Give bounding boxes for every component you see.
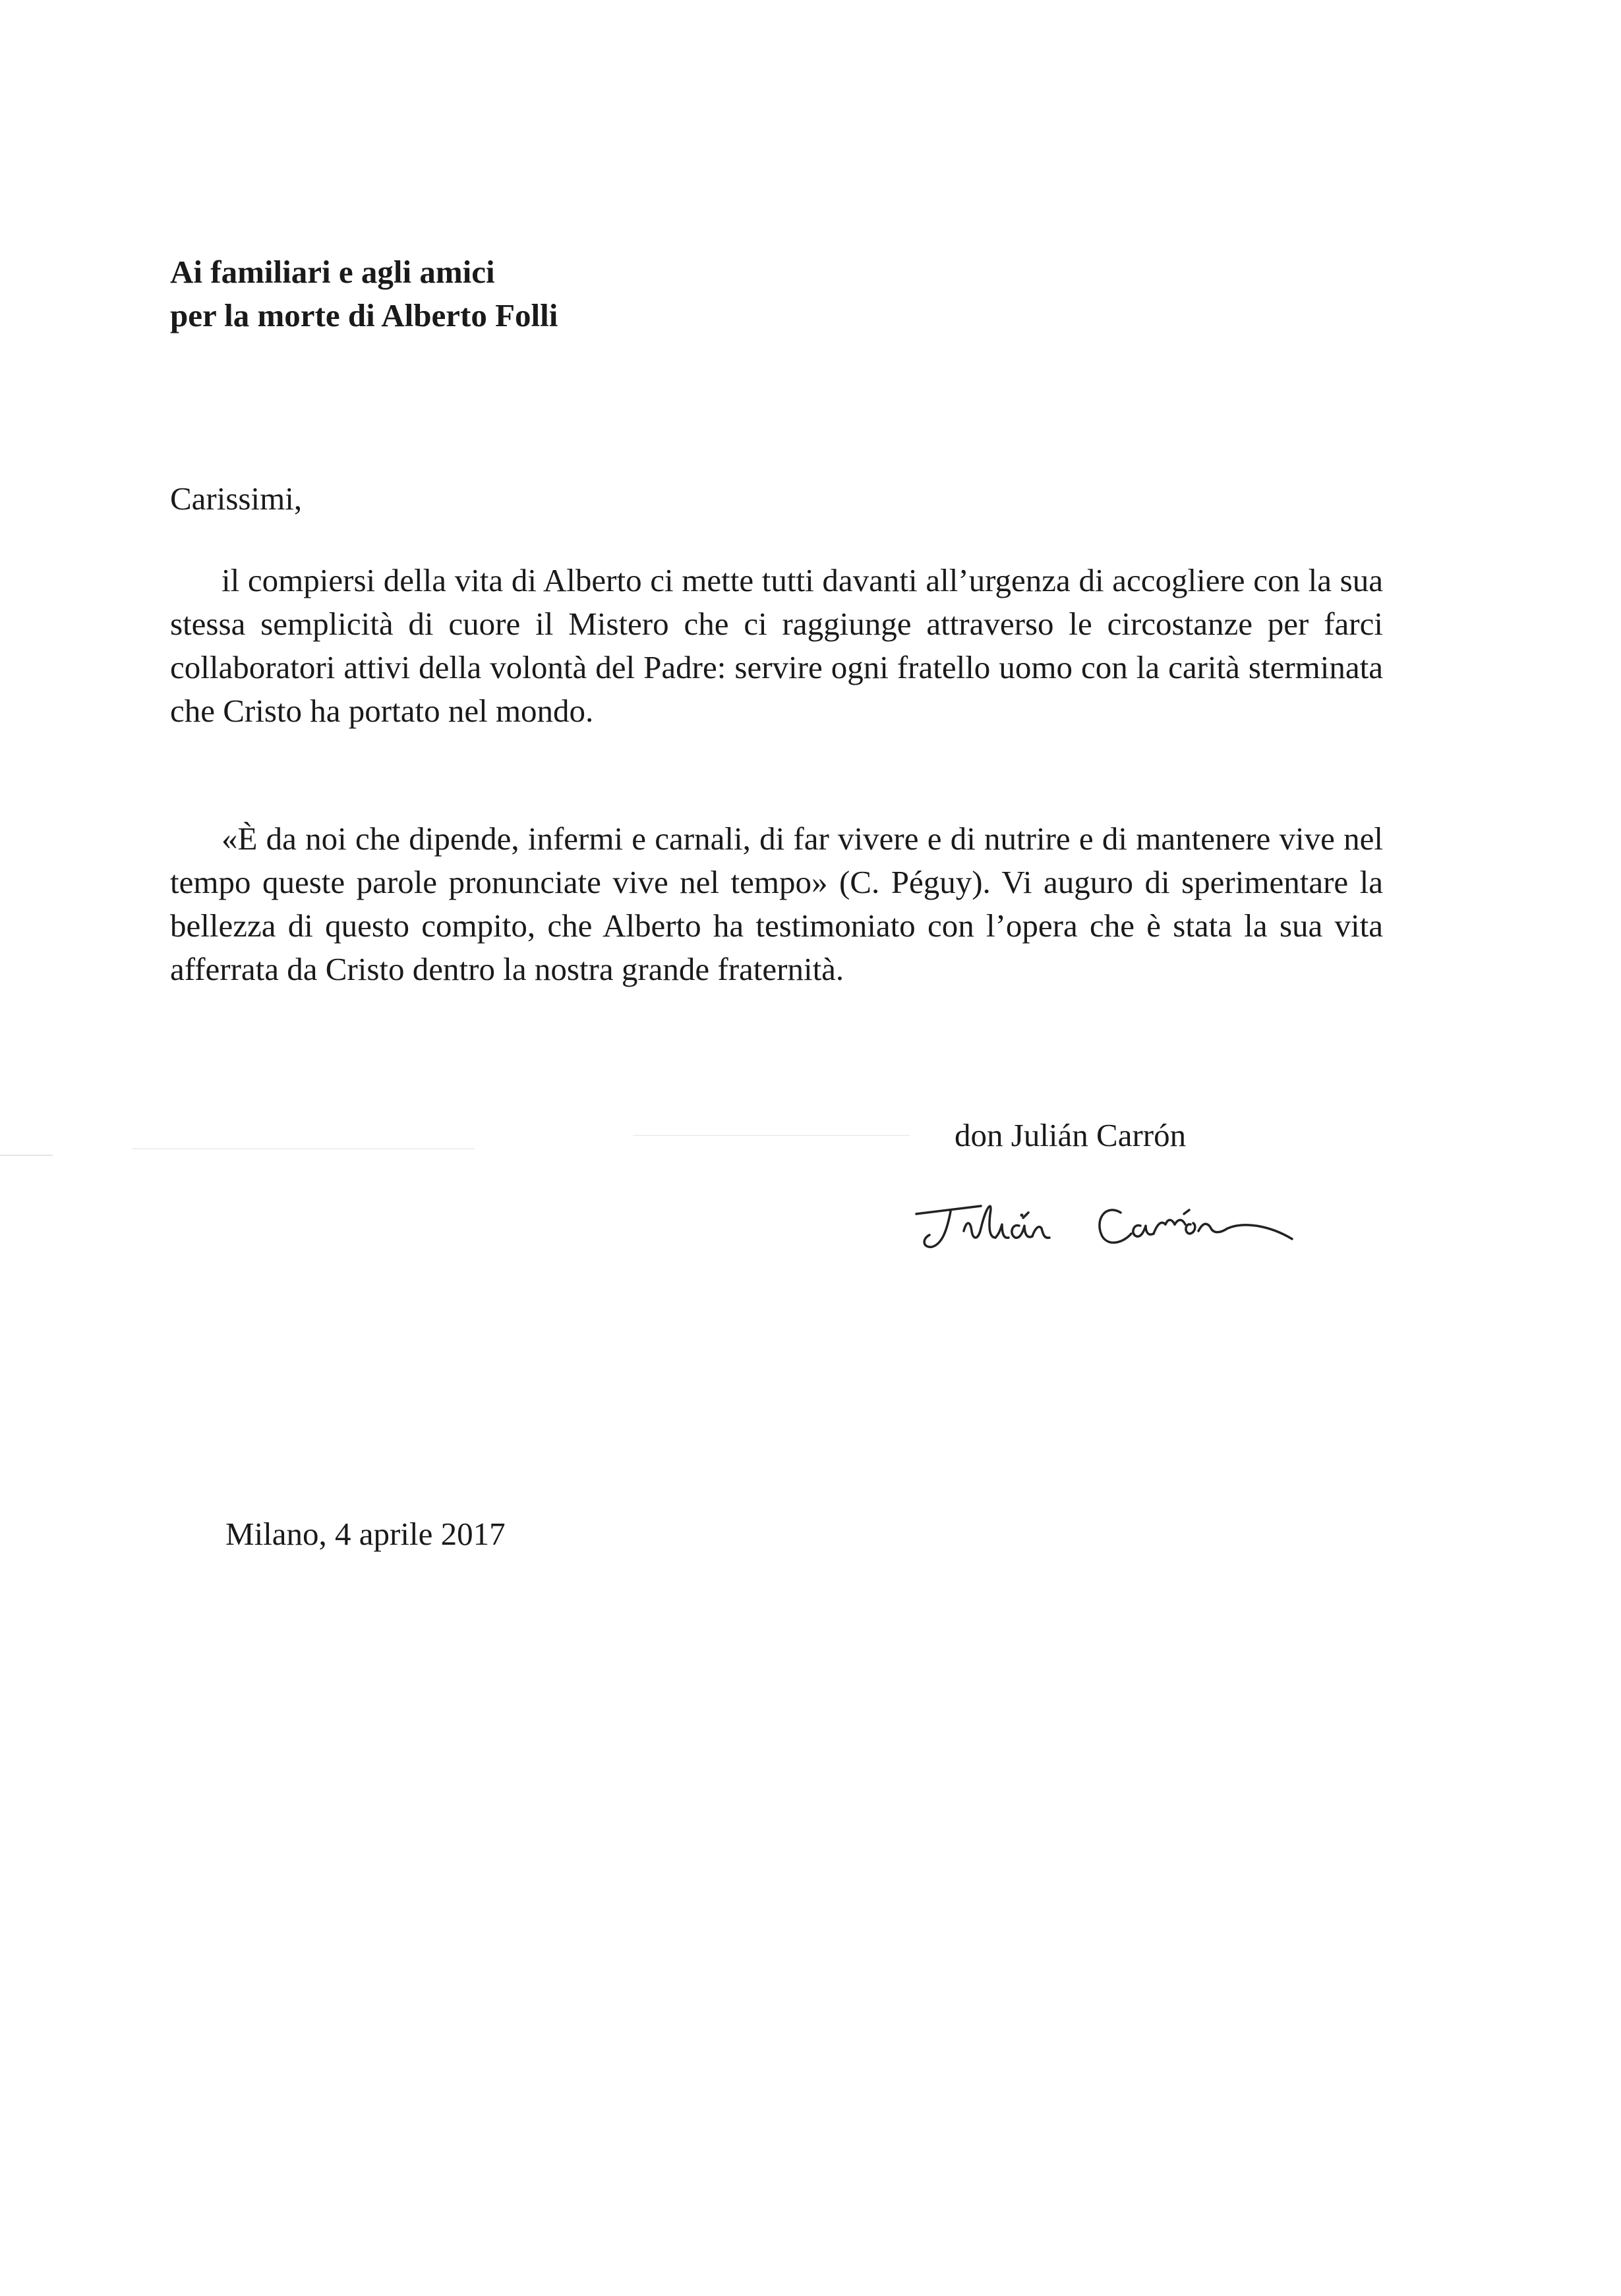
- signature-name: don Julián Carrón: [955, 1117, 1187, 1153]
- letter-heading: [170, 250, 558, 337]
- body-paragraph-2: «È da noi che dipende, infermi e carnali, di far vivere e di nutrire e di mantenere vive nel tempo queste parole pronunciate vive nel tempo» (C. Péguy). Vi auguro di sperimentare la bellezza di questo compito, che Alberto ha testimoniato con l’opera che è stata la sua vita afferrata da Cristo dentro la nostra grande fraternità.: [170, 820, 1383, 987]
- salutation: Carissimi,: [170, 480, 303, 517]
- scan-artifact: [132, 1148, 475, 1149]
- scan-artifact: [0, 1155, 53, 1156]
- place-date: Milano, 4 aprile 2017: [225, 1516, 506, 1552]
- heading-line-2: per la morte di Alberto Folli: [170, 297, 558, 333]
- body-paragraph-1: il compiersi della vita di Alberto ci mette tutti davanti all’urgenza di accogliere con la sua stessa semplicità di cuore il Mistero che ci raggiunge attraverso le circostanze per farci collaboratori attivi della volontà del Padre: servire ogni fratello uomo con la carità sterminata che Cristo ha portato nel mondo.: [170, 562, 1383, 729]
- handwritten-signature: [903, 1160, 1299, 1278]
- scan-artifact: [633, 1135, 910, 1136]
- heading-line-1: Ai familiari e agli amici: [170, 254, 495, 290]
